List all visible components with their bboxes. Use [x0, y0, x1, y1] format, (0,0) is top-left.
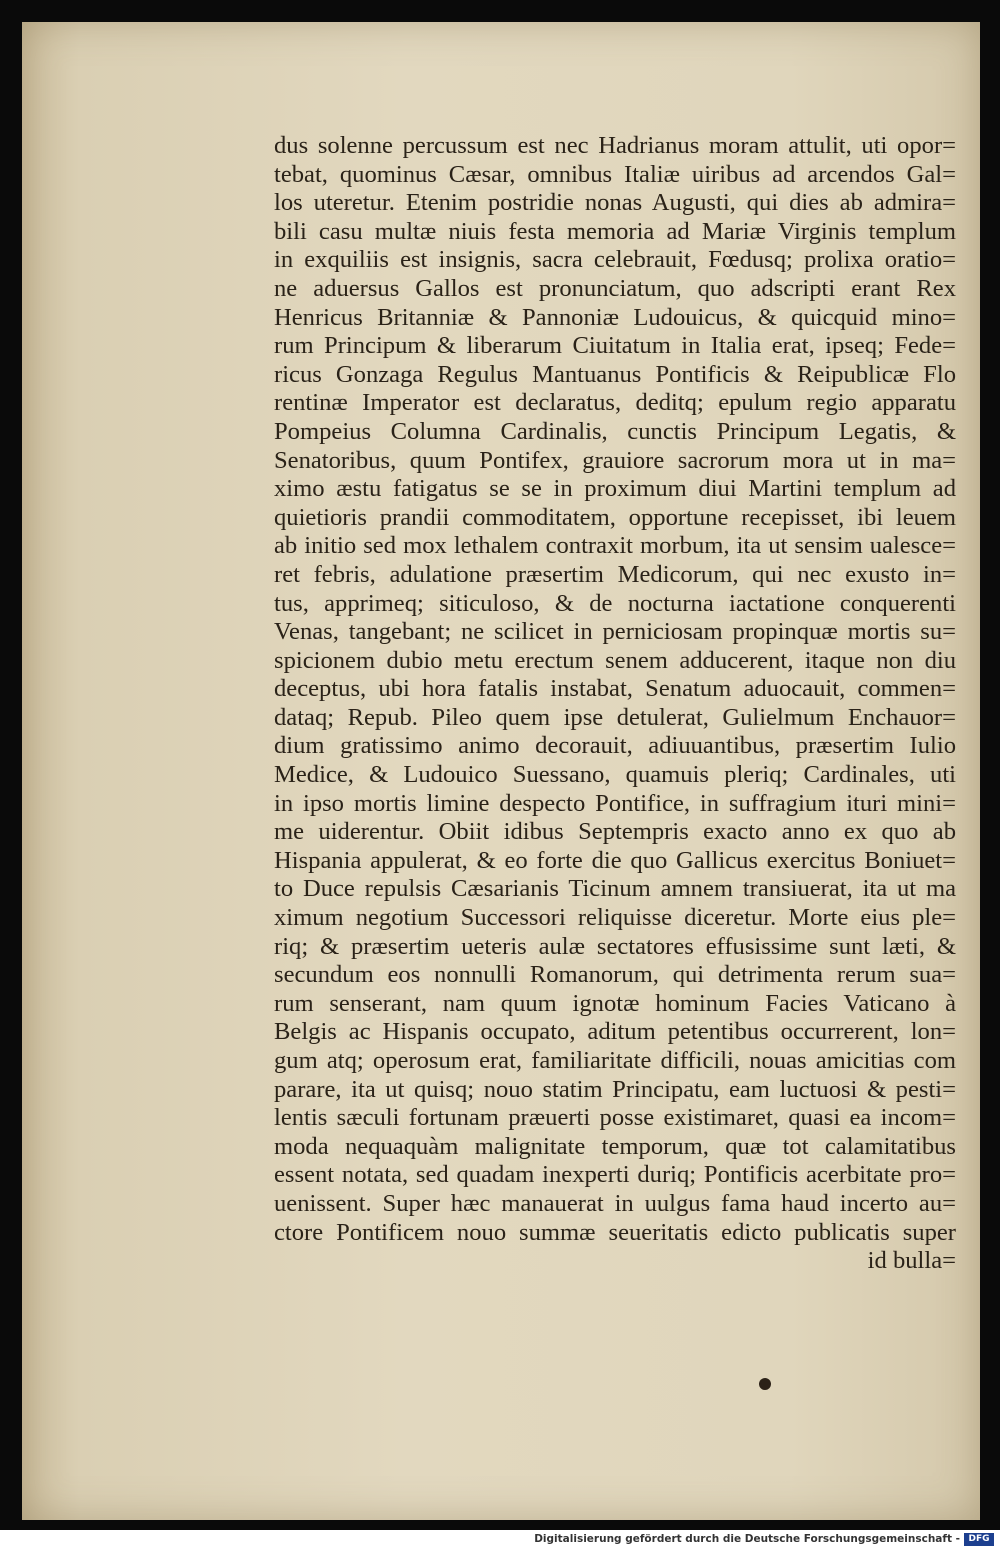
catchword: id bulla= [867, 1247, 956, 1275]
text-line: tus, apprimeq; siticuloso, & de nocturna iactatione conquerenti [274, 589, 956, 617]
text-line: tebat, quominus Cæsar, omnibus Italiæ uiribus ad arcendos Gal= [274, 160, 956, 188]
dfg-logo-icon: DFG [964, 1533, 994, 1546]
text-line: ximum negotium Successori reliquisse diceretur. Morte eius ple= [274, 904, 956, 932]
text-line: me uiderentur. Obiit idibus Septempris exacto anno ex quo ab [274, 818, 956, 846]
text-line: in ipso mortis limine despecto Pontifice, in suffragium ituri mini= [274, 789, 956, 817]
text-line: deceptus, ubi hora fatalis instabat, Senatum aduocauit, commen= [274, 675, 956, 703]
footer-bar [0, 1530, 1000, 1551]
text-line: rum Principum & liberarum Ciuitatum in Italia erat, ipseq; Fede= [274, 332, 956, 360]
text-line: ne aduersus Gallos est pronunciatum, quo adscripti erant Rex [274, 274, 956, 302]
text-line: Medice, & Ludouico Suessano, quamuis pleriq; Cardinales, uti [274, 761, 956, 789]
text-line: in exquiliis est insignis, sacra celebrauit, Fœdusq; prolixa oratio= [274, 246, 956, 274]
text-line: Belgis ac Hispanis occupato, aditum petentibus occurrerent, lon= [274, 1018, 956, 1046]
text-line: dus solenne percussum est nec Hadrianus moram attulit, uti opor= [274, 132, 956, 159]
text-line: moda nequaquàm malignitate temporum, quæ tot calamitatibus [274, 1132, 956, 1160]
text-line: ctore Pontificem nouo summæ seueritatis edicto publicatis super [274, 1218, 956, 1246]
text-line: secundum eos nonnulli Romanorum, qui detrimenta rerum sua= [274, 961, 956, 989]
text-line: quietioris prandii commoditatem, opportune recepisset, ibi leuem [274, 503, 956, 531]
book-page [22, 22, 980, 1520]
text-line: rum senserant, nam quum ignotæ hominum Facies Vaticano à [274, 989, 956, 1017]
ink-spot [759, 1378, 771, 1390]
text-line: bili casu multæ niuis festa memoria ad Mariæ Virginis templum [274, 217, 956, 245]
text-line: parare, ita ut quisq; nouo statim Principatu, eam luctuosi & pesti= [274, 1075, 956, 1103]
text-line: lentis sæculi fortunam præuerti posse existimaret, quasi ea incom= [274, 1104, 956, 1132]
text-line: gum atq; operosum erat, familiaritate difficili, nouas amicitias com [274, 1047, 956, 1074]
text-line: dium gratissimo animo decorauit, adiuuantibus, præsertim Iulio [274, 732, 956, 760]
text-line: to Duce repulsis Cæsarianis Ticinum amnem transiuerat, ita ut ma [274, 875, 956, 903]
text-line: ricus Gonzaga Regulus Mantuanus Pontificis & Reipublicæ Flo [274, 360, 956, 388]
text-line: Senatoribus, quum Pontifex, grauiore sacrorum mora ut in ma= [274, 446, 956, 474]
footer-credit: Digitalisierung gefördert durch die Deutsche Forschungsgemeinschaft - [534, 1533, 960, 1545]
text-line: los uteretur. Etenim postridie nonas Augusti, qui dies ab admira= [274, 189, 956, 217]
text-line: rentinæ Imperator est declaratus, deditq; epulum regio apparatu [274, 389, 956, 417]
text-line: ab initio sed mox lethalem contraxit morbum, ita ut sensim ualesce= [274, 532, 956, 560]
text-line: spicionem dubio metu erectum senem adducerent, itaque non diu [274, 646, 956, 674]
text-line: essent notata, sed quadam inexperti duriq; Pontificis acerbitate pro= [274, 1161, 956, 1189]
text-line: ximo æstu fatigatus se se in proximum diui Martini templum ad [274, 475, 956, 503]
text-line: Henricus Britanniæ & Pannoniæ Ludouicus, & quicquid mino= [274, 303, 956, 331]
text-line: Venas, tangebant; ne scilicet in perniciosam propinquæ mortis su= [274, 618, 956, 646]
text-line: dataq; Repub. Pileo quem ipse detulerat, Gulielmum Enchauor= [274, 703, 956, 731]
text-line: Pompeius Columna Cardinalis, cunctis Principum Legatis, & [274, 417, 956, 445]
text-line: uenissent. Super hæc manauerat in uulgus fama haud incerto au= [274, 1189, 956, 1217]
text-block [274, 132, 956, 1276]
text-line: ret febris, adulatione præsertim Medicorum, qui nec exusto in= [274, 560, 956, 588]
text-line: Hispania appulerat, & eo forte die quo Gallicus exercitus Boniuet= [274, 846, 956, 874]
text-line: riq; & præsertim ueteris aulæ sectatores effusissime sunt læti, & [274, 932, 956, 960]
